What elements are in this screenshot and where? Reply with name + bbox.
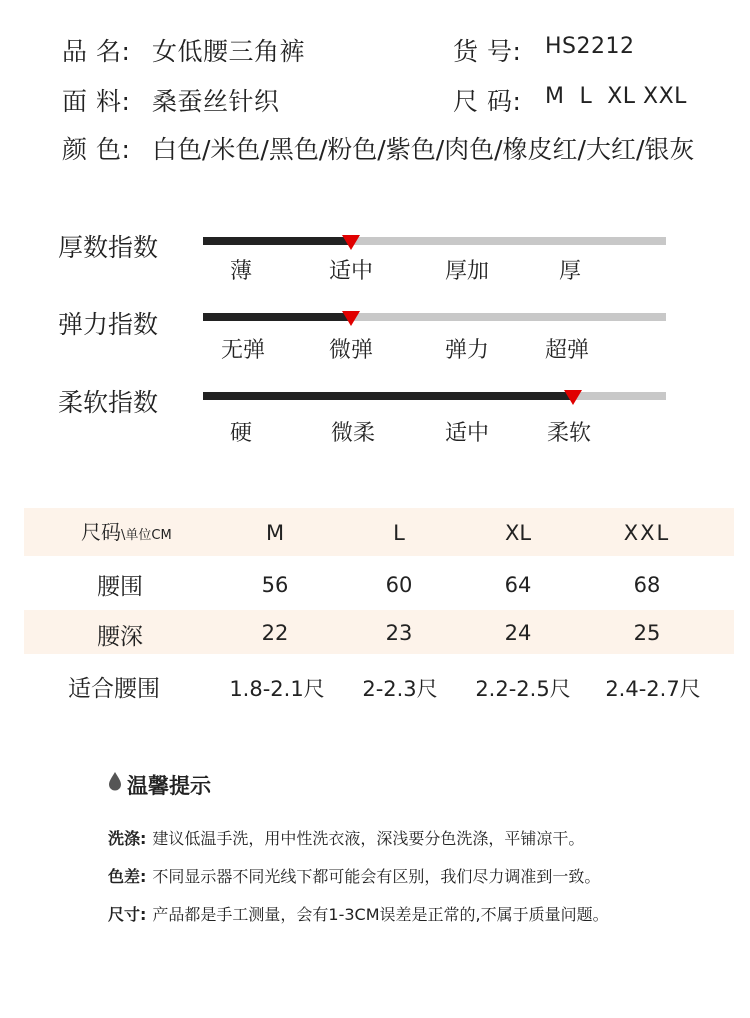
- tip-item: [108, 826, 584, 849]
- scale-label: 微弹: [329, 338, 374, 363]
- tip-text: 建议低温手洗，用中性洗衣液，深浅要分色洗涤，平铺凉干。: [152, 829, 585, 848]
- scale-label: 厚加: [445, 259, 490, 284]
- scale-label: 无弹: [221, 338, 266, 363]
- product-code-value: HS2212: [545, 34, 635, 59]
- color-value: 白色/米色/黑色/粉色/紫色/肉色/橡皮红/大红/银灰: [152, 135, 695, 164]
- tip-label: 尺寸:: [108, 905, 147, 924]
- product-code-label: 货 号:: [453, 37, 522, 66]
- column-header: M: [265, 521, 285, 545]
- fabric-label: 面 料:: [62, 87, 131, 116]
- table-cell: 23: [385, 621, 413, 645]
- product-name-value: 女低腰三角裤: [152, 37, 306, 66]
- fabric-value: 桑蚕丝针织: [152, 87, 280, 116]
- scale-label: 薄: [230, 259, 253, 284]
- scale-label: 适中: [445, 421, 490, 446]
- index-bar-fill: [203, 313, 351, 321]
- table-cell: 25: [633, 621, 661, 645]
- scale-label: 微柔: [331, 421, 376, 446]
- table-cell: 2.2-2.5尺: [475, 677, 571, 701]
- index-bar: [203, 313, 666, 321]
- index-bar: [203, 237, 666, 245]
- scale-label: 厚: [559, 259, 582, 284]
- table-corner-label: [81, 516, 172, 545]
- size-label: 尺 码:: [453, 87, 522, 116]
- table-cell: 64: [504, 573, 532, 597]
- table-corner-unit: \单位CM: [121, 528, 172, 543]
- table-corner-main: 尺码: [81, 520, 121, 544]
- table-cell: 68: [633, 573, 661, 597]
- color-label: 颜 色:: [62, 135, 131, 164]
- scale-label: 柔软: [547, 421, 592, 446]
- tip-text: 不同显示器不同光线下都可能会有区别，我们尽力调准到一致。: [152, 867, 601, 886]
- index-title: 柔软指数: [58, 388, 159, 417]
- water-drop-icon: [108, 771, 122, 791]
- table-cell: 2.4-2.7尺: [605, 677, 701, 701]
- index-title: 弹力指数: [58, 310, 159, 339]
- level-marker-icon: [342, 235, 360, 250]
- column-header: L: [393, 521, 405, 545]
- table-cell: 24: [504, 621, 532, 645]
- index-bar: [203, 392, 666, 400]
- tips-title: 温馨提示: [127, 774, 211, 798]
- table-cell: 56: [261, 573, 289, 597]
- row-label: 适合腰围: [68, 676, 160, 702]
- row-label: 腰深: [97, 624, 143, 650]
- tip-item: [108, 902, 609, 925]
- scale-label: 硬: [230, 421, 253, 446]
- table-cell: 60: [385, 573, 413, 597]
- product-name-label: 品 名:: [62, 37, 131, 66]
- level-marker-icon: [342, 311, 360, 326]
- level-marker-icon: [564, 390, 582, 405]
- index-bar-fill: [203, 237, 351, 245]
- scale-label: 适中: [329, 259, 374, 284]
- table-cell: 22: [261, 621, 289, 645]
- scale-label: 超弹: [545, 338, 590, 363]
- index-title: 厚数指数: [58, 233, 159, 262]
- table-cell: 2-2.3尺: [362, 677, 438, 701]
- tip-item: [108, 864, 600, 887]
- tip-label: 洗涤:: [108, 829, 147, 848]
- tip-text: 产品都是手工测量，会有1-3CM误差是正常的,不属于质量问题。: [152, 905, 609, 924]
- index-bar-fill: [203, 392, 573, 400]
- column-header: XXL: [623, 521, 671, 545]
- row-label: 腰围: [97, 574, 143, 600]
- size-value: M L XL XXL: [545, 84, 687, 109]
- column-header: XL: [504, 521, 532, 545]
- tip-label: 色差:: [108, 867, 147, 886]
- scale-label: 弹力: [445, 338, 490, 363]
- table-cell: 1.8-2.1尺: [229, 677, 325, 701]
